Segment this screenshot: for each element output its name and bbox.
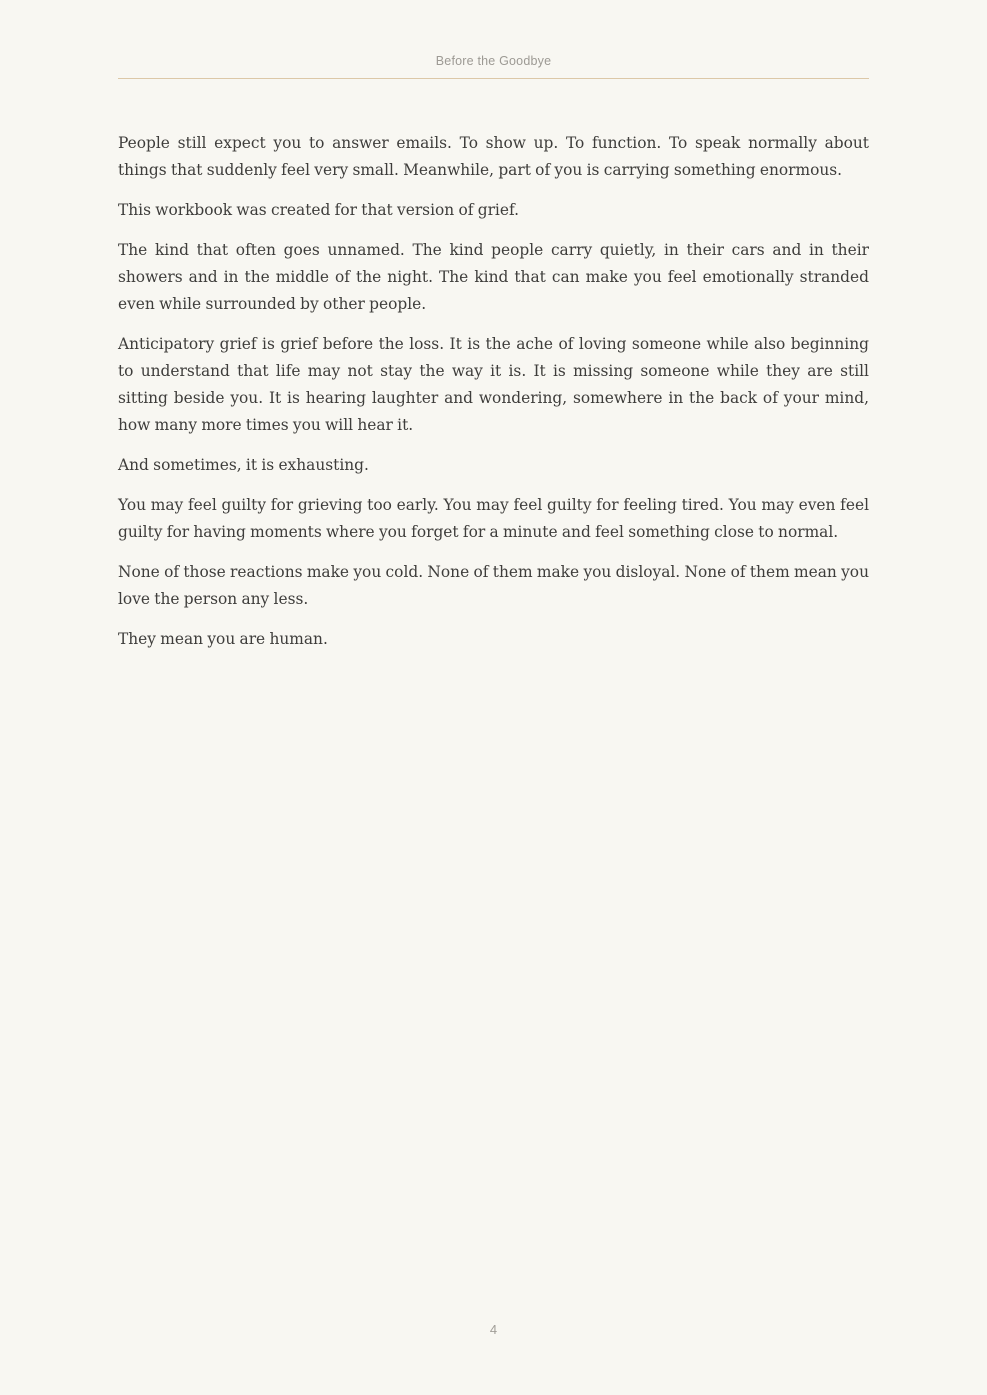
- paragraph: People still expect you to answer emails. To show up. To function. To speak normally about things that suddenly feel very small. Meanwhile, part of you is carrying something enormous.: [118, 134, 869, 179]
- paragraph: They mean you are human.: [118, 630, 328, 648]
- header-divider: [118, 78, 869, 79]
- paragraph: You may feel guilty for grieving too early. You may feel guilty for feeling tired. You may even feel guilty for having moments where you forget for a minute and feel something close to normal.: [118, 496, 869, 541]
- paragraph: Anticipatory grief is grief before the loss. It is the ache of loving someone while also beginning to understand that life may not stay the way it is. It is missing someone while they are still sitting beside you. It is hearing laughter and wondering, somewhere in the back of your mind, how many more times you will hear it.: [118, 335, 869, 434]
- running-header-title: Before the Goodbye: [435, 54, 552, 68]
- paragraph: This workbook was created for that version of grief.: [118, 201, 520, 219]
- paragraph: And sometimes, it is exhausting.: [118, 456, 369, 474]
- body-text: [118, 130, 869, 666]
- paragraph: The kind that often goes unnamed. The kind people carry quietly, in their cars and in their showers and in the middle of the night. The kind that can make you feel emotionally stranded even while surrounded by other people.: [118, 241, 869, 313]
- page-number: 4: [489, 1322, 498, 1337]
- paragraph: None of those reactions make you cold. None of them make you disloyal. None of them mean you love the person any less.: [118, 563, 869, 608]
